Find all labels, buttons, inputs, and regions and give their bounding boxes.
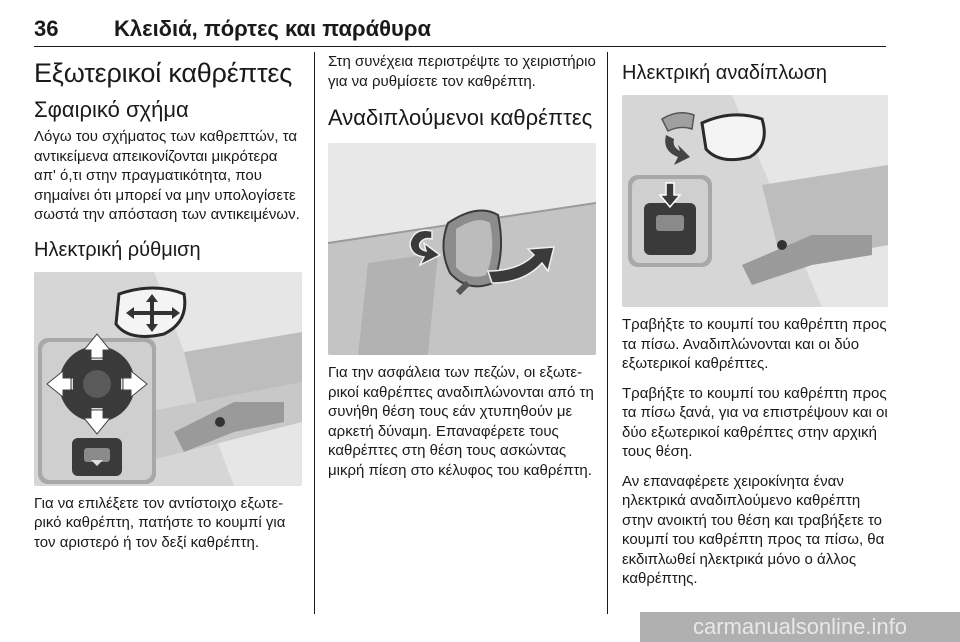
column-2 (328, 52, 596, 614)
paragraph-manual-return: Αν επαναφέρετε χειροκίνητα έναν ηλεκτρικά αναδιπλούμενο καθρέπτη στην ανοικτή του θέση και τραβήξετε το κουμπί του καθρέπτη προς τα πίσω, θα εκδιπλωθεί ηλεκτρικά μόνο ο άλλος καθρέπτης. (622, 472, 885, 587)
figure-folding-mirror (328, 143, 596, 355)
section-heading-electric-fold: Ηλεκτρική αναδίπλωση (622, 62, 828, 84)
column-divider (607, 52, 608, 614)
paragraph-spherical: Λόγω του σχήματος των καθρεπτών, τα αντικείμενα απεικονίζονται μικρότερα απ' ό,τι στην πραγματικότητα, που σημαίνει ότι μπορεί να μην υπολογίσετε σωστά την απόσταση των αντικειμένων. (34, 128, 300, 223)
chapter-title: Κλειδιά, πόρτες και παράθυρα (114, 16, 431, 41)
paragraph-rotate-control: Στη συνέχεια περιστρέψτε το χειριστήριο για να ρυθμίσετε τον καθρέπτη. (328, 53, 596, 90)
page-number: 36 (34, 16, 59, 41)
paragraph-select-mirror: Για να επιλέξετε τον αντίστοιχο εξωτερικό καθρέπτη, πατήστε το κουμπί για τον αριστερό ή τον δεξί καθρέπτη. (34, 494, 286, 551)
page-header (34, 6, 886, 47)
paragraph-pedestrian-safety: Για την ασφάλεια των πεζών, οι εξωτερικοί καθρέπτες αναδιπλώνονται από τη συνήθη θέση τους εάν χτυπηθούν με αρκετή δύναμη. Επαναφέρετε τους καθρέπτες στη θέση τους ασκώντας μικρή πίεση στο κέλυφος του καθρέπτη. (328, 364, 594, 479)
figure-mirror-adjust (34, 272, 302, 486)
section-heading-electric-adjust: Ηλεκτρική ρύθμιση (34, 238, 201, 261)
column-1 (34, 52, 302, 614)
column-divider (314, 52, 315, 614)
main-heading: Εξωτερικοί καθρέπτες (34, 58, 293, 88)
column-3 (622, 52, 888, 614)
sub-heading-spherical: Σφαιρικό σχήμα (34, 97, 189, 122)
paragraph-pull-button: Τραβήξτε το κουμπί του καθρέπτη προς τα πίσω. Αναδιπλώνονται και οι δύο εξωτερικοί καθρέπτες. (622, 316, 887, 372)
figure-electric-fold (622, 95, 888, 307)
paragraph-pull-again: Τραβήξτε το κουμπί του καθρέπτη προς τα πίσω ξανά, για να επιστρέψουν και οι δύο εξωτερικοί καθρέπτες στην αρχική τους θέση. (622, 384, 888, 460)
watermark-footer: carmanualsonline.info (640, 612, 960, 642)
section-heading-folding-mirrors: Αναδιπλούμενοι καθρέπτες (328, 105, 593, 130)
